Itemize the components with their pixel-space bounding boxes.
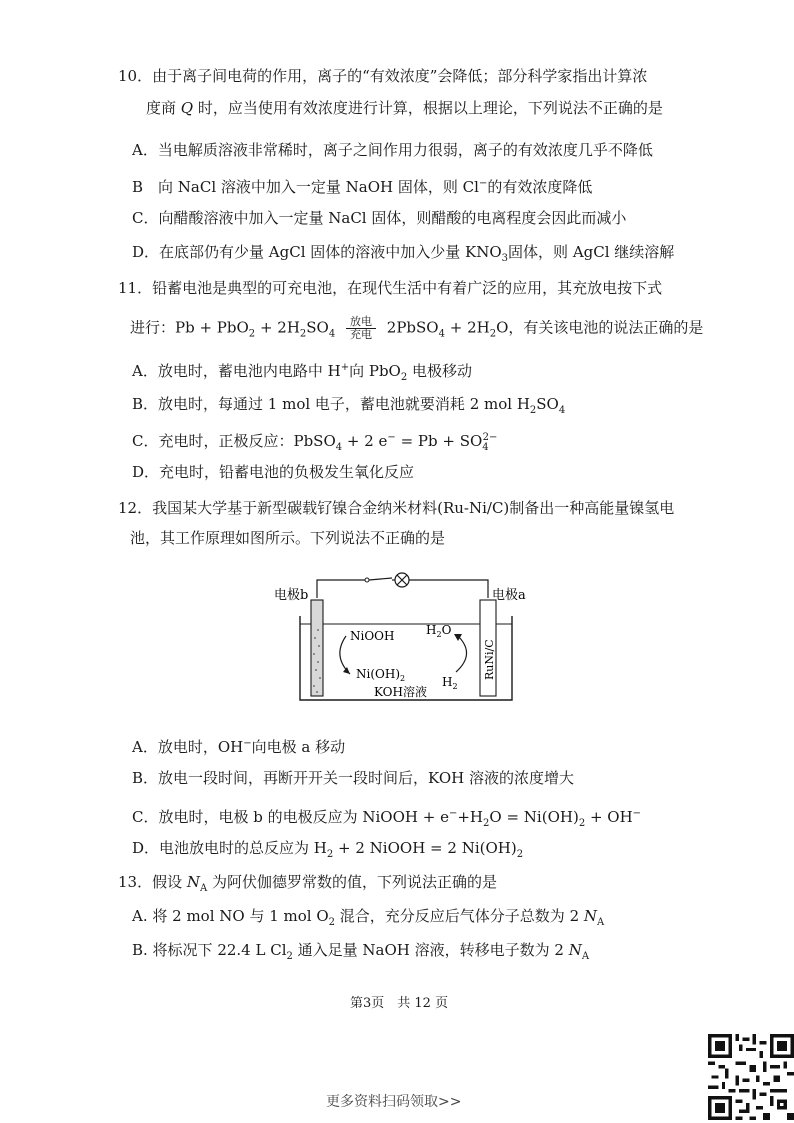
h2-label: $H_2$ bbox=[442, 675, 458, 691]
qr-code-icon[interactable] bbox=[708, 1034, 794, 1120]
electrode-b bbox=[311, 600, 323, 696]
q10-stem-line2: 度商 Q 时，应当使用有效浓度进行计算，根据以上理论，下列说法不正确的是 bbox=[146, 99, 663, 117]
q13-option-a: A. 将 2 mol NO 与 1 mol $O_2$ 混合，充分反应后气体分子总数为 2 $N_A$ bbox=[132, 907, 605, 928]
lamp-icon bbox=[395, 573, 409, 587]
q13-option-b: B. 将标况下 22.4 L $Cl_2$ 通入足量 NaOH 溶液，转移电子数为 2 $N_A$ bbox=[132, 941, 590, 962]
left-curved-arrow-icon bbox=[340, 636, 350, 674]
q12-option-d: D．电池放电时的总反应为 $H_2 + 2$ NiOOH = 2 $Ni(OH)_2$ bbox=[132, 839, 524, 860]
q11-option-c: C．充电时，正极反应：PbSO$_4$ + 2 $e^- = Pb + SO_4^{2-}$ bbox=[132, 432, 498, 453]
q11-equation: 进行：$Pb + PbO_2 + 2H_2SO_4$ $\frac{\text{放电}}{\text{充电}}$ 2PbSO$_4$ + $2H_2O$，有关该电池的说法正确的是 bbox=[130, 315, 704, 341]
q11-option-a: A．放电时，蓄电池内电路中 H+向 PbO$_2$ 电极移动 bbox=[132, 362, 472, 383]
nioh2-label: $Ni(OH)_2$ bbox=[356, 667, 406, 683]
q12-stem-line1: 12．我国某大学基于新型碳载钌镍合金纳米材料(Ru-Ni/C)制备出一种高能量镍氢电 bbox=[118, 499, 675, 517]
q11-option-b: B．放电时，每通过 1 mol 电子，蓄电池就要消耗 2 mol $H_2SO_4$ bbox=[132, 395, 566, 416]
q11-stem-line1: 11．铅蓄电池是典型的可充电池，在现代生活中有着广泛的应用，其充放电按下式 bbox=[118, 279, 663, 297]
q10-stem-line1: 10．由于离子间电荷的作用，离子的“有效浓度”会降低；部分科学家指出计算浓 bbox=[118, 67, 648, 85]
q11-option-d: D．充电时，铅蓄电池的负极发生氧化反应 bbox=[132, 463, 415, 481]
switch-icon bbox=[369, 578, 392, 580]
q12-option-a: A．放电时，OH−向电极 a 移动 bbox=[132, 738, 346, 756]
promo-text[interactable]: 更多资料扫码领取>> bbox=[326, 1094, 462, 1110]
battery-diagram bbox=[270, 568, 530, 718]
koh-label: KOH溶液 bbox=[374, 685, 427, 699]
q12-option-b: B．放电一段时间，再断开开关一段时间后，KOH 溶液的浓度增大 bbox=[132, 769, 574, 787]
electrode-b-label: 电极b bbox=[274, 588, 309, 603]
h2o-label: $H_2O$ bbox=[426, 623, 452, 639]
right-curved-arrow-icon bbox=[456, 636, 467, 672]
q13-stem: 13．假设 $N_A$ 为阿伏伽德罗常数的值，下列说法正确的是 bbox=[118, 873, 497, 894]
niooh-label: NiOOH bbox=[350, 629, 395, 643]
q10-option-c: C．向醋酸溶液中加入一定量 NaCl 固体，则醋酸的电离程度会因此而减小 bbox=[132, 209, 627, 227]
q12-stem-line2: 池，其工作原理如图所示。下列说法不正确的是 bbox=[130, 529, 446, 547]
switch-contact-icon bbox=[365, 578, 369, 582]
page-number: 第3页 共 12 页 bbox=[350, 996, 449, 1011]
electrode-a-label: 电极a bbox=[492, 588, 526, 603]
q10-option-d: D．在底部仍有少量 AgCl 固体的溶液中加入少量 $KNO_3$固体，则 AgCl 继续溶解 bbox=[132, 243, 675, 264]
q10-option-b: B 向 NaCl 溶液中加入一定量 NaOH 固体，则 Cl−的有效浓度降低 bbox=[132, 178, 593, 196]
q10-option-a: A．当电解质溶液非常稀时，离子之间作用力很弱，离子的有效浓度几乎不降低 bbox=[132, 141, 653, 159]
q12-option-c: C．放电时，电极 b 的电极反应为 NiOOH + $e^-+H_2O = Ni(OH)_2 + OH^-$ bbox=[132, 808, 642, 829]
reaction-arrow: $\frac{\text{放电}}{\text{充电}}$ bbox=[346, 316, 376, 341]
runic-label: RuNi/C bbox=[483, 639, 496, 680]
